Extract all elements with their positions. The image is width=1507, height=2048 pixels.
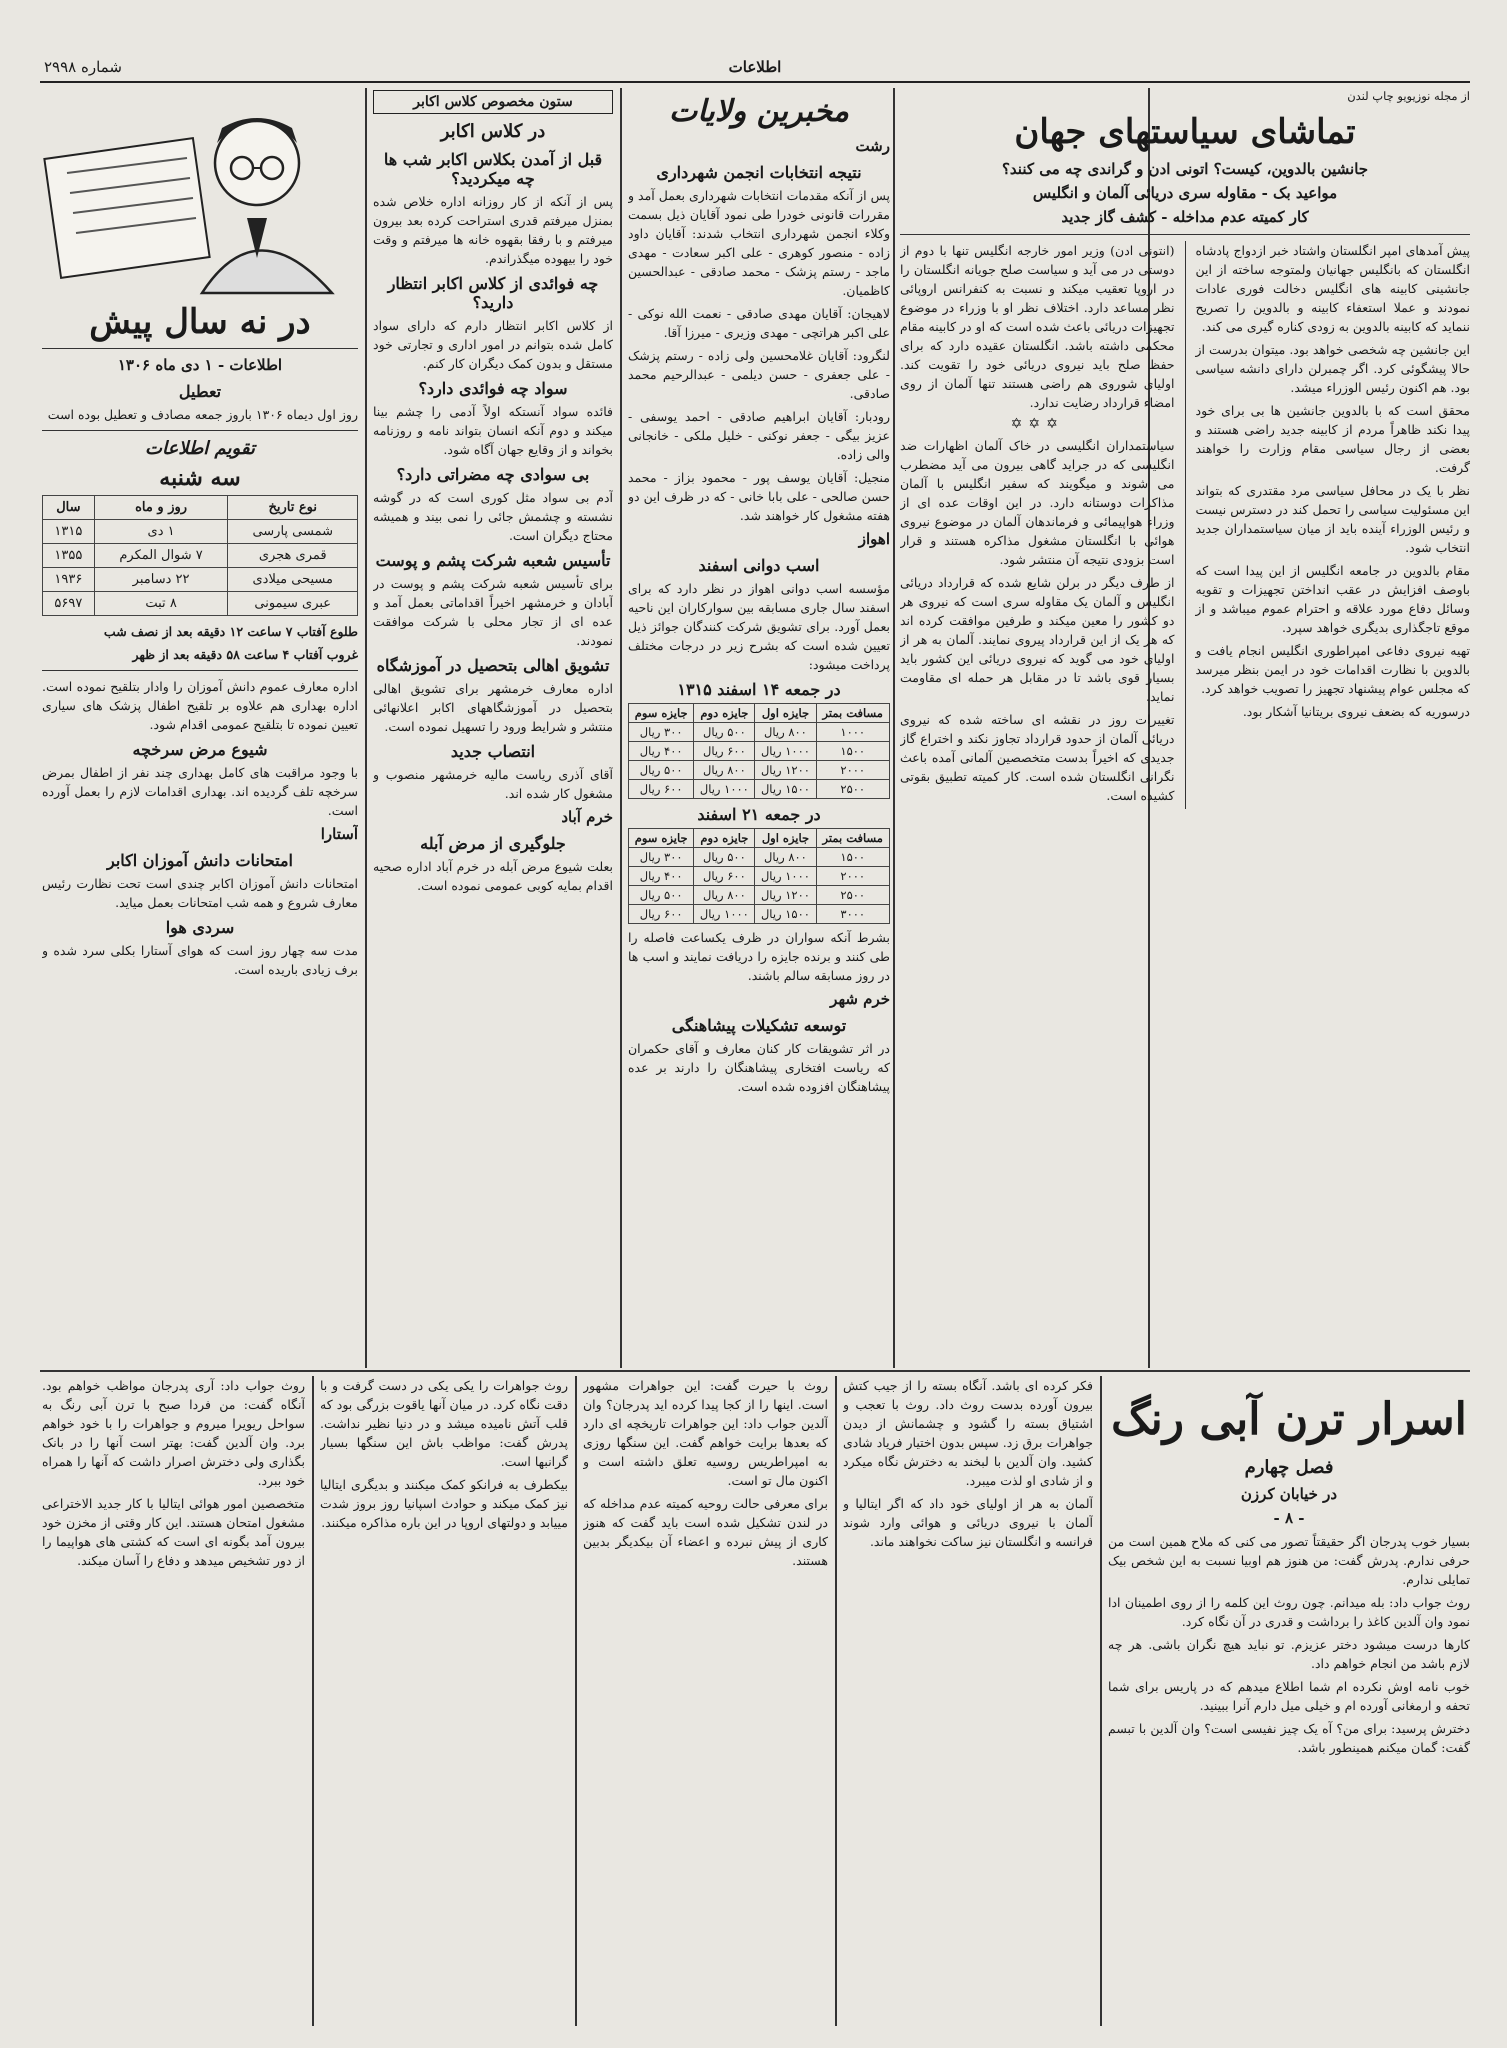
paragraph: درسوریه که بضعف نیروی بریتانیا آشکار بود. [1242,704,1470,719]
table-row [43,592,358,616]
reader-illustration [42,88,358,298]
table-title: در جمعه ۱۴ اسفند ۱۳۱۵ [677,680,841,699]
paragraph: با وجود مراقبت های کامل بهداری چند نفر از اطفال بمرض سرخچه تلف گردیده اند. بهداری اقدامات لازم را بعمل آورده است. [42,765,358,818]
headline: قبل از آمدن بکلاس اکابر شب ها چه میکردید؟ [383,150,603,188]
paragraph: بیکطرف به فرانکو کمک میکنند و بدیگری ایتالیا نیز کمک میکند و حوادث اسپانیا روز بروز شدت مییابد و دولتهای اروپا در این باره مذاکره میکنند. [320,1477,568,1530]
paragraph: لنگرود: آقایان غلامحسین ولی زاده - رستم پزشک - علی جعفری - حسن دیلمی - عبدالرحیم محمد صادقی. [628,348,890,401]
table-row [629,780,890,799]
table-cell: ۲۰۰۰ [816,761,890,780]
serial-continuation [583,1376,828,2026]
table-cell: ۵۰۰ ریال [694,848,755,867]
prize-table [628,703,890,799]
paragraph: پس از آنکه مقدمات انتخابات شهرداری بعمل آمد و مقررات قانونی خودرا طی نمود آقایان ذیل بسمت وکلاء انجمن شهرداری انتخاب شدند: آقایان داود زاده - منصور کوهری - علی اکبر سعادت - مهدی ماجد - رستم پزشک - محمد صادقی - عبدالحسین کاظمیان. [628,188,890,298]
table-header-cell: جایزه سوم [629,829,694,848]
table-cell: شمسی پارسی [228,520,358,544]
section-box-title: ستون مخصوص کلاس اکابر [373,90,613,114]
table-cell: ۵۰۰ ریال [629,761,694,780]
table-cell: ۴۰۰ ریال [629,867,694,886]
table-header-cell: سال [43,496,95,520]
table-cell: ۶۰۰ ریال [694,867,755,886]
table-header-cell: جایزه اول [755,704,816,723]
adult-class-section [373,88,613,1366]
column-rule [1100,1376,1102,2026]
table-cell: ۱۰۰۰ ریال [755,742,816,761]
paragraph: از طرف دیگر در برلن شایع شده که قرارداد دریائی انگلیس و آلمان یک مقاوله سری است که نیروی هر دو کشور را معین میکند و طرفین موافقت کرده اند که هر یک از این قرارداد پیروی نمایند. آلمان به هر از اولیای خود می گوید که نیروی دریائی این کشور باید بسیار قوی باشد تا در مقابل هر حمله ای مقاومت نماید. [900,575,1175,704]
table-row [629,761,890,780]
section-title: مخبرین ولایات [669,94,849,129]
city-name: خرم شهر [830,990,890,1008]
column-rule [620,88,622,1368]
table-cell: ۳۰۰۰ [816,905,890,924]
table-cell: ۸۰۰ ریال [755,848,816,867]
table-cell: ۸۰۰ ریال [694,761,755,780]
politics-article [900,88,1470,1366]
paragraph: برای تأسیس شعبه شرکت پشم و پوست در آبادان و خرمشهر اخیراً اقداماتی بعمل آمد و عده ای از تجار محلی با شرکت موافقت نمودند. [373,576,613,648]
serial-number: - ۸ - [1273,1509,1305,1527]
masthead [40,55,1470,83]
table-cell: ۵۰۰ ریال [694,723,755,742]
table-header-cell: جایزه دوم [694,829,755,848]
paragraph: پس از آنکه از کار روزانه اداره خلاص شده بمنزل میرفتم قدری استراحت کرده بعد بیرون میرفتم و با رفقا بقهوه خانه ها میرفتم و وقت خود را بیهوده میگذراندم. [373,194,613,266]
star-separator: ✡✡✡ [1010,416,1064,432]
table-row [629,723,890,742]
headline: بی سوادی چه مضراتی دارد؟ [396,465,590,484]
table-header-cell: مسافت بمتر [816,704,890,723]
article-title: تماشای سیاستهای جهان [1014,112,1356,152]
column-rule [365,88,367,1368]
paragraph: (انتونی ادن) وزیر امور خارجه انگلیس تنها با دوم از دوستی در می آید و سیاست صلح جویانه انگلستان را در اروپا تعقیب میکند و نسبت به کنفرانس اروپائی نظر مساعد دارد. اختلاف نظر او با وزراء در موضوع تجهیزات دریائی باعث شده است که او در کابینه مقام محکمی داشته باشد. انگلستان عقیده دارد که برای حفظ صلح باید نیروی دریائی خود را تقویت کند. اولیای شوروی هم راضی هستند تنها آلمان از روی امضاء قرارداد رضایت ندارد. [900,243,1175,410]
table-cell: ۷ شوال المکرم [94,544,228,568]
paragraph: مدت سه چهار روز است که هوای آستارا بکلی سرد شده و برف زیادی باریده است. [42,943,358,977]
article-subtitle: مواعید بک - مقاوله سری دریائی آلمان و انگلیس [1032,184,1338,202]
politics-left-column [900,241,1175,809]
table-cell: ۴۰۰ ریال [629,742,694,761]
serial-story [1108,1376,1470,2026]
headline: نتیجه انتخابات انجمن شهرداری [656,163,862,182]
table-cell: ۵۶۹۷ [43,592,95,616]
sunset-time: غروب آفتاب ۴ ساعت ۵۸ دقیقه بعد از ظهر [132,647,358,662]
city-name: رشت [855,137,890,155]
headline: تعطیل [178,382,222,401]
table-cell: ۲۵۰۰ [816,886,890,905]
table-row [629,886,890,905]
paper-name: اطلاعات [728,58,782,76]
table-cell: ۸ تبت [94,592,228,616]
paragraph: سیاستمداران انگلیسی در خاک آلمان اظهارات ضد انگلیسی که در جراید گاهی بیرون می آید مضطرب می شوند و میگویند که سفیر انگلیس با آلمان مذاکرات دوستانه دارد. در این اوقات عده ای از وزراء هواپیمائی و فرماندهان آلمان در موضوع نیروی هوائی با انگلستان مشغول مذاکره هستند و قرار است بزودی نتیجه آن منتشر شود. [900,438,1175,567]
table-header-cell: مسافت بمتر [816,829,890,848]
paragraph: بشرط آنکه سواران در ظرف یکساعت فاصله را طی کنند و برنده جایزه را دریافت نمایند و اسب ها در روز مسابقه سالم باشند. [628,930,890,983]
provinces-section [628,88,890,1366]
paragraph: نظر با یک در محافل سیاسی مرد مقتدری که بتواند این مسئولیت سیاسی را تحمل کند در دسترس نیست و رئیس الوزراء آینده باید از میان سیاستمداران جدید انتخاب شود. [1195,483,1470,555]
table-cell: ۶۰۰ ریال [629,780,694,799]
paragraph: روث جواهرات را یکی یکی در دست گرفت و با دقت نگاه کرد. در میان آنها یاقوت بزرگی بود که قلب آتش نامیده میشد و در دنیا نظیر نداشت. پدرش گفت: مواظب باش این سنگها بسیار گرانبها است. [320,1378,568,1469]
table-row [43,520,358,544]
table-cell: ۱۰۰۰ ریال [755,867,816,886]
table-cell: ۸۰۰ ریال [694,886,755,905]
table-cell: ۱۰۰۰ ریال [694,780,755,799]
paragraph: منجیل: آقایان یوسف پور - محمود بزاز - محمد حسن صالحی - علی بابا خانی - که در ظرف این دو هفته مشغول کار خواهند شد. [628,470,890,523]
paragraph: این جانشین چه شخصی خواهد بود. میتوان بدرست از حالا پیشگوئی کرد. اگر چمبرلن دارای دانشه سیاسی بود. هم اکنون رئیس الوزراء میشد. [1195,342,1470,395]
column-rule [893,88,895,1368]
city-name: خرم آباد [561,808,613,826]
paragraph: مؤسسه اسب دوانی اهواز در نظر دارد که برای اسفند سال جاری مسابقه بین سوارکاران این ناحیه بعمل آورد. برای تشویق شرکت کنندگان جوائز ذیل تعیین شده است که بشرح زیر در درجات مختلف پرداخت میشود: [628,581,890,672]
table-row [629,742,890,761]
table-cell: ۸۰۰ ریال [755,723,816,742]
paragraph: روث جواب داد: آری پدرجان مواظب خواهم بود. آنگاه گفت: من فردا صبح با ترن آبی رنگ به سواحل ریویرا میروم و جواهرات را با خود خواهم برد. وان آلدین گفت: بهتر است آنها را در بانک بگذاری ولی دخترش اصرار داشت که آنها را همراه خود ببرد. [42,1378,305,1488]
paragraph: فائده سواد آنستکه اولاً آدمی را چشم بینا میکند و دوم آنکه انسان بتواند نامه و روزنامه بخواند و از وقایع جهان آگاه شود. [373,404,613,457]
serial-chapter: فصل چهارم [1244,1457,1334,1478]
table-cell: ۱۰۰۰ [816,723,890,742]
table-cell: ۲۰۰۰ [816,867,890,886]
paragraph: امتحانات دانش آموزان اکابر چندی است تحت نظارت رئیس معارف شروع و همه شب امتحانات بعمل میاید. [42,876,358,910]
paragraph: روز اول دیماه ۱۳۰۶ باروز جمعه مصادف و تعطیل بوده است [47,407,358,422]
paragraph: مقام بالدوین در جامعه انگلیس از این پیدا است که باوصف افزایش در عقب انداختن تجهیزات و تقویه وسائل دفاع مورد علاقه و احترام عموم میباشد و از موقع تاجگذاری بدیگری خواهد سپرد. [1195,563,1470,635]
issue-number: شماره ۲۹۹۸ [44,58,122,76]
paragraph: برای معرفی حالت روحیه کمیته عدم مداخله که در لندن تشکیل شده است باید گفت که هنوز کاری از پیش نبرده و اعضاء آن بیکدیگر بدبین هستند. [583,1496,828,1568]
sunrise-time: طلوع آفتاب ۷ ساعت ۱۲ دقیقه بعد از نصف شب [103,624,358,639]
headline: در کلاس اکابر [440,121,546,142]
weekday: سه شنبه [159,465,241,491]
headline: اسب دوانی اسفند [698,556,820,575]
article-source: از مجله نوزیویو چاپ لندن [1347,89,1470,103]
table-cell: ۱۹۳۶ [43,568,95,592]
paragraph: متخصصین امور هوائی ایتالیا با کار جدید الاختراعی مشغول امتحان هستند. این کار وقتی از مخزن خود بیرون آمد بگونه ای است که کشتی های هواپیما را از دور تشخیص میدهد و دفاع را آسان میکند. [42,1496,305,1568]
article-subtitle: کار کمیته عدم مداخله - کشف گاز جدید [1061,208,1309,226]
paragraph: بسیار خوب پدرجان اگر حقیقتاً تصور می کنی که ملاح همین است من حرفی ندارم. پدرش گفت: من هنوز هم اوبیا نسبت به این شخص بیک تمایلی ندارم. [1108,1534,1470,1587]
paragraph: اداره معارف عموم دانش آموزان را وادار بتلقیح نموده است. اداره بهداری هم علاوه بر تلقیح اطفال پزشک های سیاری تعیین نموده تا بتلقیح عمومی اقدام شود. [42,679,358,732]
table-row [629,905,890,924]
headline: چه فوائدی از کلاس اکابر انتظار دارید؟ [387,274,599,312]
headline: سردی هوا [165,918,235,937]
paragraph: آدم بی سواد مثل کوری است که در گوشه نشسته و چشمش جائی را نمی بیند و همیشه محتاج دیگران است. [373,490,613,543]
paragraph: خوب نامه اوش نکرده ام شما اطلاع میدهم که در پاریس برای شما تحفه و ارمغانی آورده ام و خیلی میل دارم آنرا ببینید. [1108,1679,1470,1713]
paragraph: تغییرات روز در نقشه ای ساخته شده که نیروی دریائی آلمان از حدود قرارداد تجاوز نکند و اختراع گاز جدیدی که اخیراً بدست متخصصین آلمانی آمده باعث نگرانی انگلستان شده است. کار کمیته تطبیق بقوتی کشیده است. [900,712,1175,803]
man-reading-newspaper-icon [42,88,358,298]
section-rule [40,1370,1470,1372]
serial-title: اسرار ترن آبی رنگ [1111,1394,1467,1445]
table-cell: عبری سیمونی [228,592,358,616]
column-rule [835,1376,837,2026]
table-cell: مسیحی میلادی [228,568,358,592]
paragraph: محقق است که با بالدوین جانشین ها بی برای خود پیدا نکند ظاهراً مردم از کابینه جدید راضی هستند و بعضی از رجال سیاسی مقام وزارت را خواهند گرفت. [1195,403,1470,475]
table-row [629,867,890,886]
table-title: در جمعه ۲۱ اسفند [697,805,821,824]
table-cell: ۱۲۰۰ ریال [755,886,816,905]
table-cell: ۱۲۰۰ ریال [755,761,816,780]
table-cell: ۵۰۰ ریال [629,886,694,905]
politics-right-column [1196,241,1471,809]
nine-years-ago-banner: در نه سال پیش [89,302,311,342]
table-cell: ۱۳۵۵ [43,544,95,568]
paragraph: بعلت شیوع مرض آبله در خرم آباد اداره صحیه اقدام بمایه کوبی عمومی نموده است. [373,859,613,893]
table-cell: ۱ دی [94,520,228,544]
table-row [43,568,358,592]
table-row [43,544,358,568]
paragraph: کارها درست میشود دختر عزیزم. تو نباید هیچ نگران باشی. هر چه لازم باشد من انجام خواهم داد. [1108,1637,1470,1671]
paragraph: دخترش پرسید: برای من؟ آه یک چیز نفیسی است؟ وان آلدین با تبسم گفت: گمان میکنم همینطور باشد. [1108,1721,1470,1755]
headline: تأسیس شعبه شرکت پشم و پوست [375,551,611,570]
column-rule [312,1376,314,2026]
paragraph: در اثر تشویقات کار کنان معارف و آقای حکمران که ریاست افتخاری پیشاهنگان را دارند بر عده پیشاهنگان افزوده شده است. [628,1041,890,1094]
headline: جلوگیری از مرض آبله [420,834,566,853]
table-cell: ۱۰۰۰ ریال [694,905,755,924]
serial-place: در خیابان کرزن [1240,1485,1338,1503]
table-cell: ۳۰۰ ریال [629,723,694,742]
article-subtitle: جانشین بالدوین، کیست؟ اتونی ادن و گراندی چه می کنند؟ [1001,160,1369,178]
paragraph: تهیه نیروی دفاعی امپراطوری انگلیس انجام یافت و بالدوین با نظارت اقدامات خود در ایمن بنظر میرسد که مجلس عوام پیشنهاد تجهیز را تصویب خواهد کرد. [1195,643,1470,696]
archive-date: اطلاعات - ۱ دی ماه ۱۳۰۶ [117,356,283,374]
headline: تشویق اهالی بتحصیل در آموزشگاه [376,656,610,675]
paragraph: آلمان به هر از اولیای خود داد که اگر ایتالیا و آلمان با نیروی دریائی و هوائی وارد شوند فرانسه و انگلستان نیز ساکت نخواهند ماند. [843,1496,1093,1549]
table-cell: قمری هجری [228,544,358,568]
serial-continuation [843,1376,1093,2026]
paragraph: از کلاس اکابر انتظار دارم که دارای سواد کامل شده بتوانم در امور اداری و تجارتی خود مستقل و بدون کمک دیگران کار کنم. [373,318,613,371]
table-cell: ۶۰۰ ریال [694,742,755,761]
paragraph: پیش آمدهای امپر انگلستان واشتاد خبر ازدواج پادشاه انگلستان که بانگلیس جهانیان ولمتوجه ساخته از این جانشینی کابینه های انگلیس دخالت فوری عادات نمودند و عملا استعفاء کابینه و بالدوین را تصریح ننماید که کابینه بالدوین به زودی کناره گیری می کند. [1195,243,1470,334]
table-cell: ۲۵۰۰ [816,780,890,799]
prize-table [628,828,890,924]
table-cell: ۶۰۰ ریال [629,905,694,924]
table-row [629,848,890,867]
table-header-cell: جایزه سوم [629,704,694,723]
paragraph: روث جواب داد: بله میدانم. چون روث این کلمه را از روی اطمینان ادا نمود وان آلدین کاغذ را برداشت و قدری در آن نگاه کرد. [1108,1595,1470,1629]
serial-continuation [320,1376,568,2026]
city-name: اهواز [858,530,890,548]
paragraph: آقای آذری ریاست مالیه خرمشهر منصوب و مشغول کار شده اند. [373,767,613,801]
table-header-cell: جایزه دوم [694,704,755,723]
calendar-table [42,495,358,616]
table-cell: ۱۵۰۰ ریال [755,905,816,924]
paragraph: لاهیجان: آقایان مهدی صادقی - نعمت الله نوکی - علی اکبر هراتچی - مهدی وزیری - میرزا آقا. [628,306,890,340]
table-header-cell: جایزه اول [755,829,816,848]
calendar-title: تقویم اطلاعات [145,438,255,459]
table-cell: ۱۳۱۵ [43,520,95,544]
table-cell: ۱۵۰۰ ریال [755,780,816,799]
headline: انتصاب جدید [450,742,536,761]
paragraph: روث با حیرت گفت: این جواهرات مشهور است. اینها را از کجا پیدا کرده اید پدرجان؟ وان آلدین جواب داد: این جواهرات تاریخچه ای دارد که بعدها برایت خواهم گفت. این سنگها روزی به امپراطریس روسیه تعلق داشته است و اکنون مال تو است. [583,1378,828,1488]
headline: سواد چه فوائدی دارد؟ [418,379,568,398]
paragraph: رودبار: آقایان ابراهیم صادقی - احمد یوسفی - عزیز بیگی - جعفر نوکنی - خلیل ملکی - خانجانی والی زاده. [628,409,890,462]
city-name: آستارا [320,825,358,843]
serial-continuation [42,1376,305,2026]
table-header-cell: روز و ماه [94,496,228,520]
headline: امتحانات دانش آموزان اکابر [107,851,293,870]
table-header-cell: نوع تاریخ [228,496,358,520]
table-cell: ۱۵۰۰ [816,742,890,761]
paragraph: فکر کرده ای باشد. آنگاه بسته را از جیب کتش بیرون آورده بدست روث داد. روث با تعجب و اشتیاق بسته را گشود و چشمانش از دیدن جواهرات برق زد. سپس بدون اختیار فریاد شادی کشید. وان آلدین با لبخند به دخترش نگاه میکرد و از شادی او لذت میبرد. [843,1378,1093,1488]
table-cell: ۱۵۰۰ [816,848,890,867]
headline: توسعه تشکیلات پیشاهنگی [671,1016,847,1035]
headline: شیوع مرض سرخچه [132,740,268,759]
paragraph: اداره معارف خرمشهر برای تشویق اهالی بتحصیل در آموزشگاههای اکابر اعلانهائی منتشر و شرایط ورود را تسهیل نموده است. [373,681,613,734]
column-rule [575,1376,577,2026]
table-cell: ۳۰۰ ریال [629,848,694,867]
table-cell: ۲۲ دسامبر [94,568,228,592]
history-section [42,88,358,1366]
